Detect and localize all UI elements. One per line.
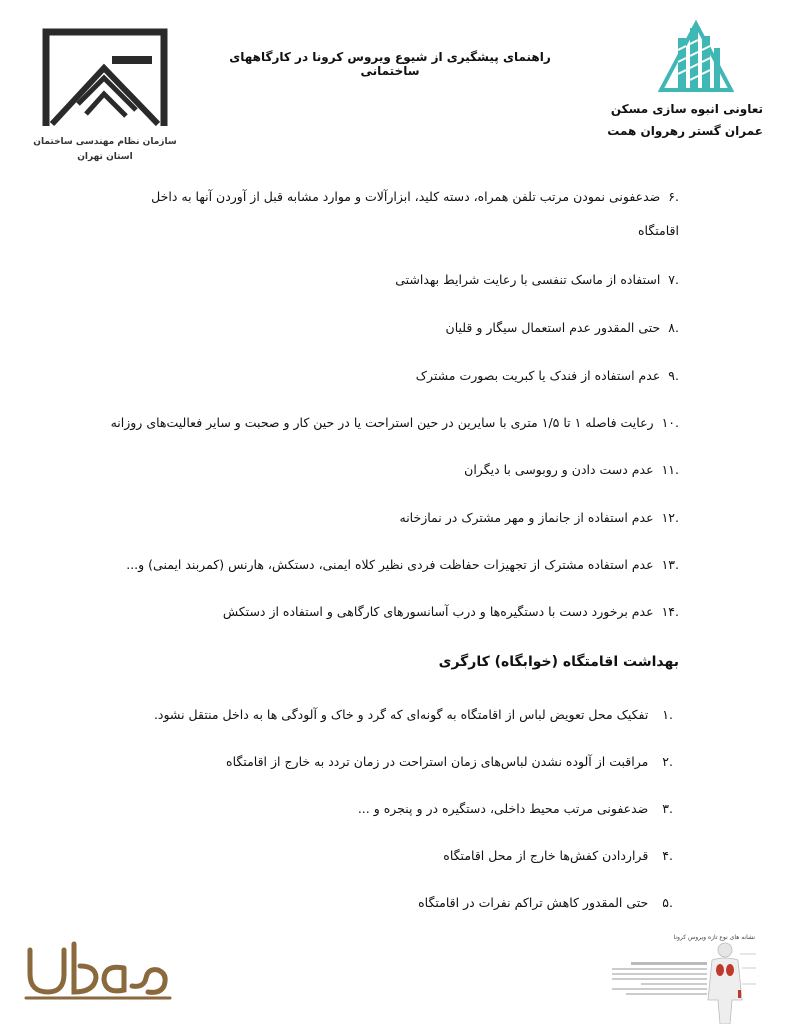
list-item [109, 602, 679, 622]
item-number: .۴ [662, 848, 673, 863]
item-text: عدم دست دادن و روبوسی با دیگران [464, 462, 654, 477]
uba-logo [24, 940, 174, 1004]
item-number: .۱۳ [661, 557, 679, 572]
item-number: .۵ [662, 895, 673, 910]
item-number: .۱۴ [661, 604, 679, 619]
list-item [113, 752, 673, 772]
item-number: .۳ [662, 801, 673, 816]
section-heading: بهداشت اقامتگاه (خوابگاه) کارگری [438, 654, 679, 670]
item-text: عدم استفاده مشترک از تجهیزات حفاظت فردی نظیر کلاه ایمنی، دستکش، هارنس (کمربند ایمنی) و... [126, 557, 654, 572]
infographic-title: نشانه های نوع تازه ویروس کرونا [673, 934, 755, 941]
item-number: .۷ [668, 272, 679, 287]
item-number: .۱۱ [661, 462, 679, 477]
engineering-org-logo [42, 26, 170, 136]
page-title: راهنمای پیشگیری از شیوع ویروس کرونا در کارگاههای ساختمانی [229, 50, 551, 78]
item-number: .۲ [662, 754, 673, 769]
item-text: عدم استفاده از فندک یا کبریت بصورت مشترک [415, 368, 661, 383]
list-item [79, 555, 679, 575]
org-name-line1: سازمان نظام مهندسی ساختمان [33, 137, 177, 147]
list-item [109, 366, 679, 386]
item-text: استفاده از ماسک تنفسی با رعایت شرایط بهداشتی [395, 272, 661, 287]
item-text: عدم استفاده از جانماز و مهر مشترک در نمازخانه [399, 510, 654, 525]
item-text: قراردادن کفش‌ها خارج از محل اقامتگاه [443, 848, 649, 863]
item-text: حتی المقدور کاهش تراکم نفرات در اقامتگاه [418, 895, 649, 910]
human-body-icon [690, 940, 760, 1024]
item-number: .۱۰ [661, 415, 679, 430]
list-item [113, 799, 673, 819]
item-number: .۱ [662, 707, 673, 722]
item-text: حتی المقدور عدم استعمال سیگار و قلیان [445, 320, 661, 335]
item-number: .۶ [668, 189, 679, 204]
org-name [30, 135, 180, 165]
item-text: مراقبت از آلوده نشدن لباس‌های زمان استراحت در زمان تردد به خارج از اقامتگاه [226, 754, 649, 769]
list-item [109, 270, 679, 290]
cooperative-logo [656, 20, 736, 92]
cooperative-name [583, 98, 763, 142]
list-item [109, 460, 679, 480]
list-item [109, 318, 679, 338]
list-item [109, 187, 679, 241]
item-text: رعایت فاصله ۱ تا ۱/۵ متری با سایرین در حین استراحت یا در حین کار و صحبت و سایر فعالیت‌های روزانه [110, 415, 654, 430]
item-text: ضدعفونی مرتب محیط داخلی، دستگیره در و پنجره و ... [357, 801, 649, 816]
list-item [109, 508, 679, 528]
list-item [113, 705, 673, 725]
coop-name-line2: عمران گستر رهروان همت [607, 124, 763, 138]
item-text: تفکیک محل تعویض لباس از اقامتگاه به گونه‌ای که گرد و خاک و آلودگی ها به داخل منتقل نشود. [153, 707, 649, 722]
item-number: .۸ [668, 320, 679, 335]
org-name-line2: استان تهران [77, 152, 133, 162]
coop-name-line1: تعاونی انبوه سازی مسکن [610, 102, 763, 116]
item-number: .۱۲ [661, 510, 679, 525]
item-text-continued: اقامتگاه [638, 223, 679, 238]
list-item [113, 846, 673, 866]
list-item [113, 893, 673, 913]
item-number: .۹ [668, 368, 679, 383]
list-item [79, 413, 679, 433]
item-text: عدم برخورد دست با دستگیره‌ها و درب آسانسورهای کارگاهی و استفاده از دستکش [222, 604, 654, 619]
item-text: ضدعفونی نمودن مرتب تلفن همراه، دسته کلید، ابزارآلات و موارد مشابه قبل از آوردن آنها به داخل [151, 189, 661, 204]
